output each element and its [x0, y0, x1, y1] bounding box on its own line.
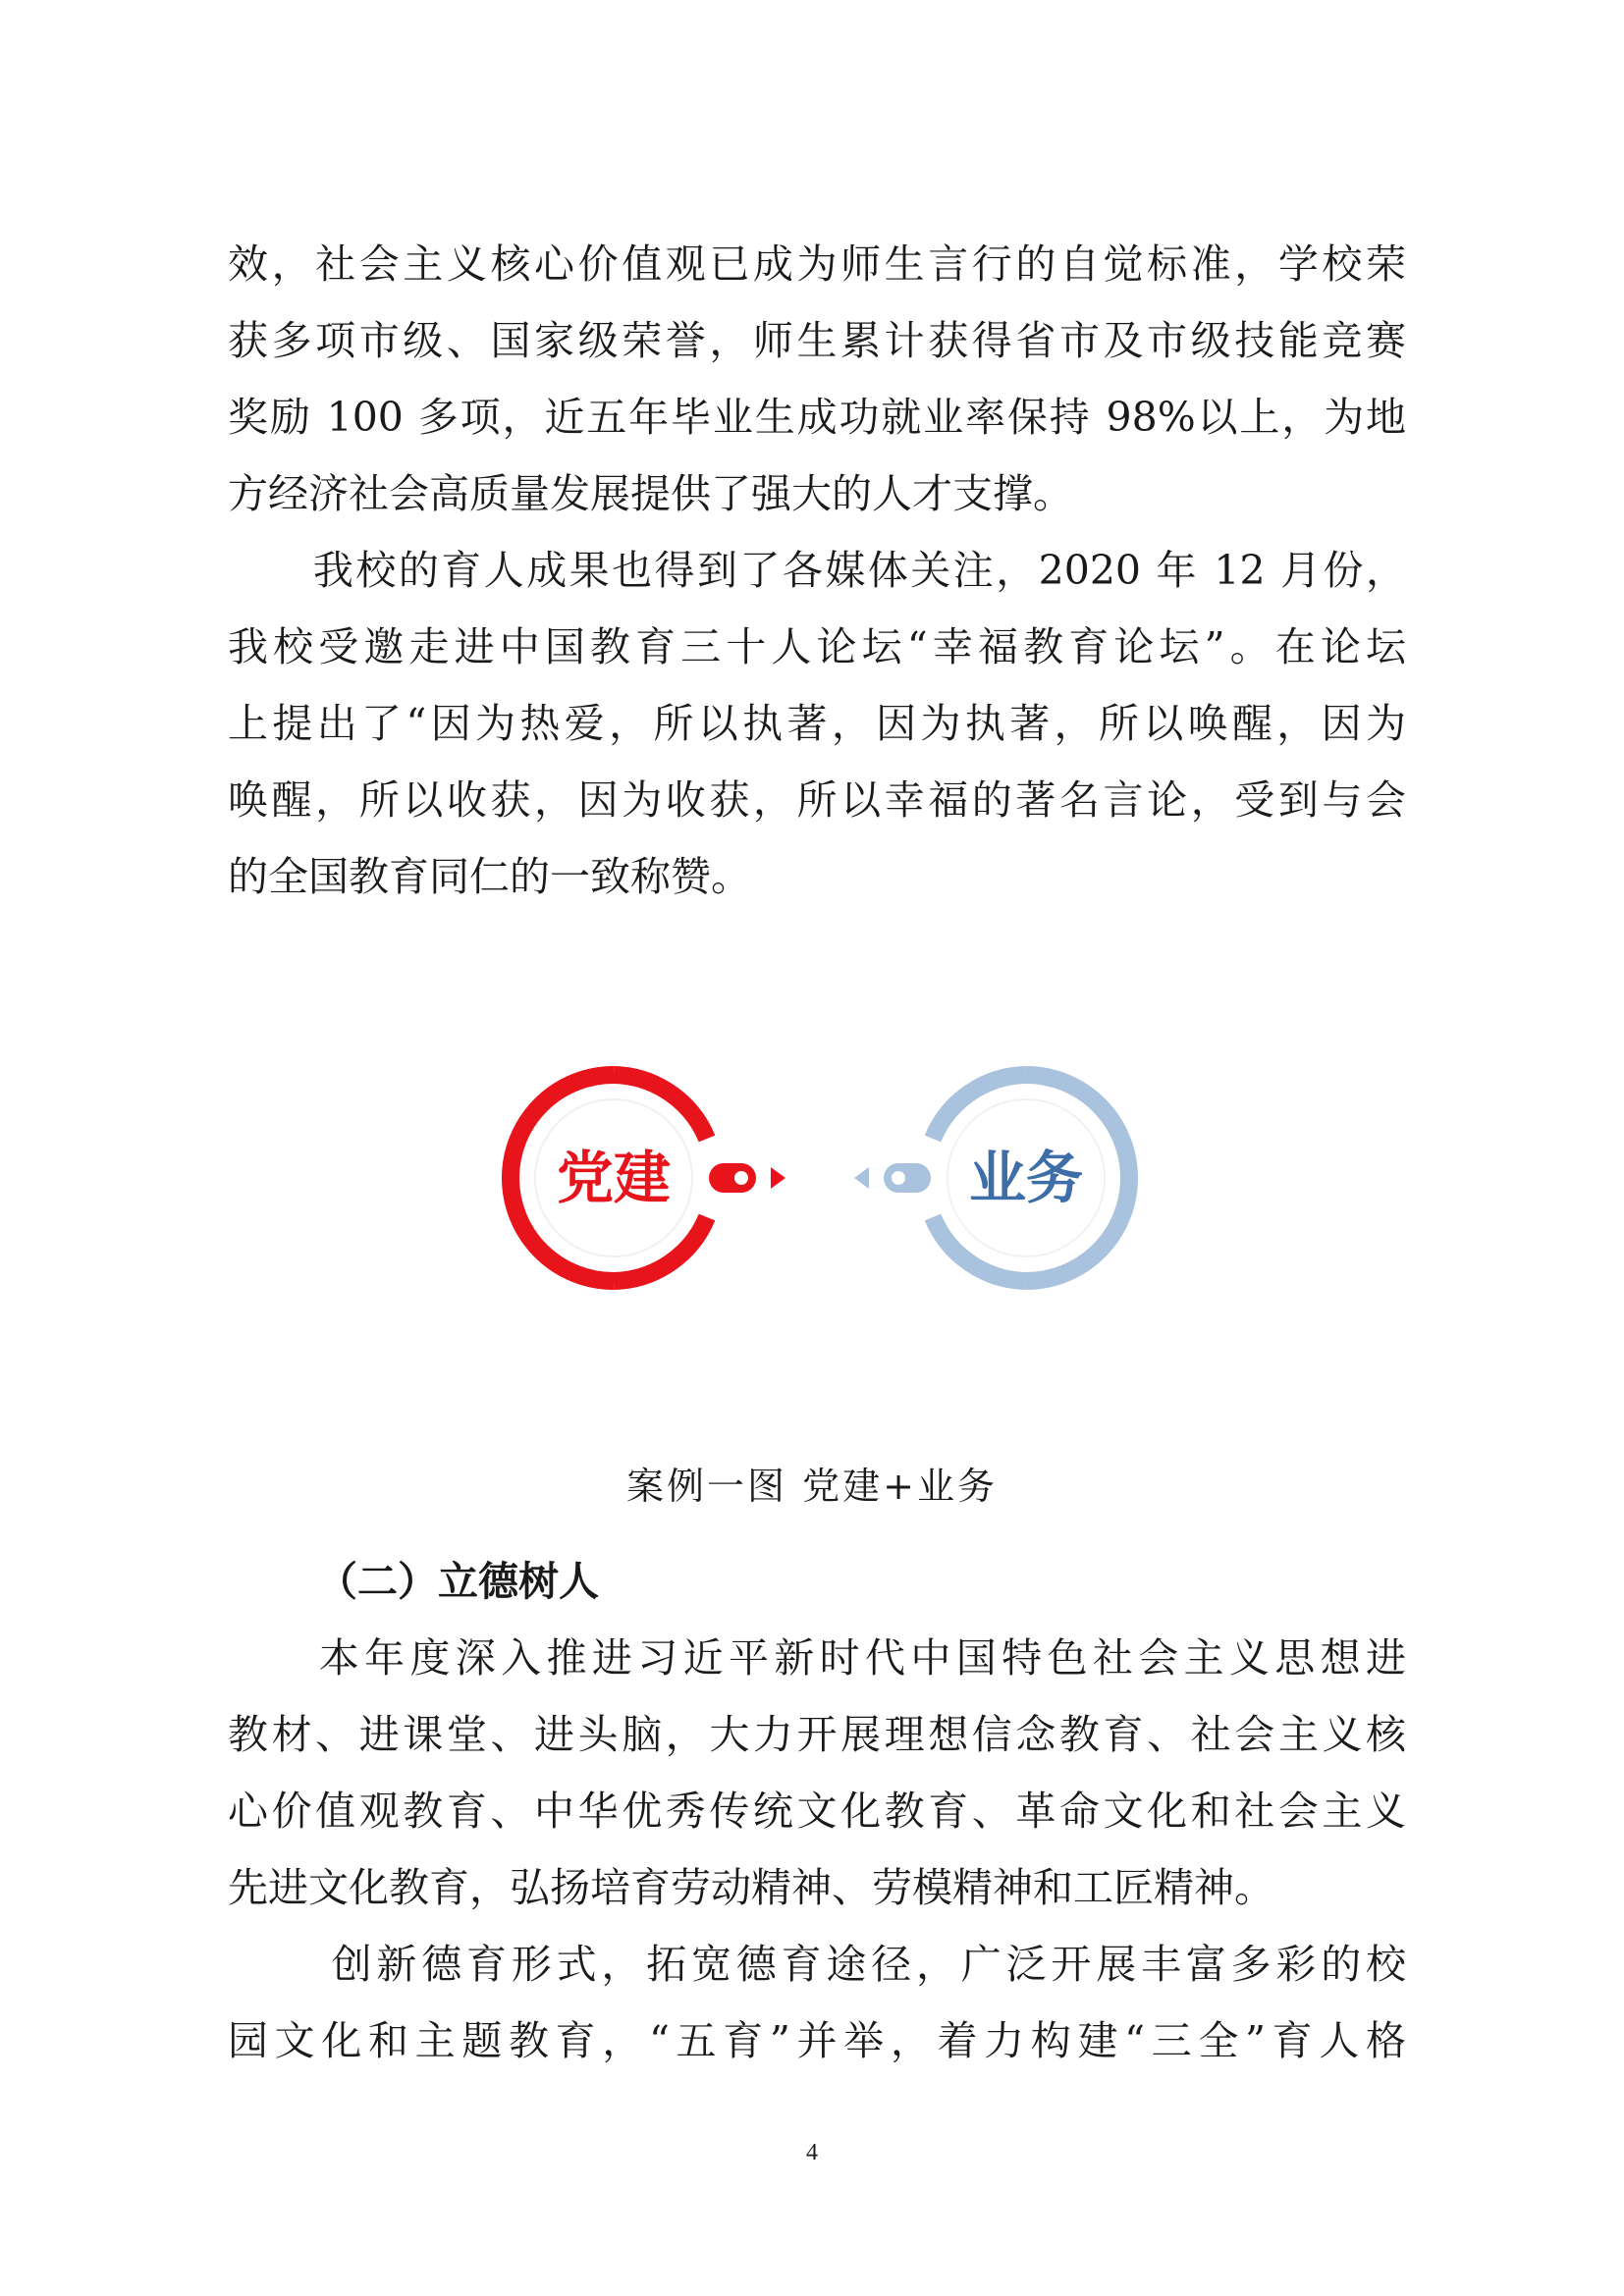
right-connector-hole — [892, 1171, 905, 1185]
paragraph-line: 方经济社会高质量发展提供了强大的人才支撑。 — [228, 470, 1073, 517]
paragraph-line: 唤醒，所以收获，因为收获，所以幸福的著名言论，受到与会 — [228, 776, 1406, 824]
left-connector — [709, 1163, 756, 1193]
right-arrow-icon — [854, 1167, 869, 1189]
paragraph-line: 我校受邀走进中国教育三十人论坛“幸福教育论坛”。在论坛 — [228, 623, 1406, 670]
section-heading: （二）立德树人 — [317, 1558, 599, 1605]
paragraph-line: 上提出了“因为热爱，所以执著，因为执著，所以唤醒，因为 — [228, 700, 1406, 747]
paragraph-line: 获多项市级、国家级荣誉，师生累计获得省市及市级技能竞赛 — [228, 317, 1406, 364]
paragraph-line: 创新德育形式，拓宽德育途径，广泛开展丰富多彩的校 — [242, 1941, 1406, 1988]
paragraph-line: 效，社会主义核心价值观已成为师生言行的自觉标准，学校荣 — [228, 240, 1406, 288]
paragraph-achievements — [228, 226, 1406, 532]
left-arrow-icon — [771, 1167, 785, 1189]
party-building-business-figure — [491, 1055, 1159, 1301]
paragraph-line: 本年度深入推进习近平新时代中国特色社会主义思想进 — [228, 1634, 1406, 1682]
paragraph-line: 的全国教育同仁的一致称赞。 — [228, 853, 751, 900]
paragraph-ideology-education — [228, 1620, 1406, 1926]
paragraph-media-attention — [228, 532, 1406, 915]
paragraph-moral-education — [228, 1926, 1406, 2079]
page-number: 4 — [806, 2140, 818, 2165]
figure-caption: 案例一图 党建+业务 — [626, 1465, 998, 1508]
left-label: 党建 — [556, 1145, 672, 1211]
right-label: 业务 — [968, 1145, 1084, 1211]
paragraph-line: 教材、进课堂、进头脑，大力开展理想信念教育、社会主义核 — [228, 1711, 1406, 1758]
right-connector — [884, 1163, 931, 1193]
figure-graphic — [491, 1055, 1159, 1301]
paragraph-line: 奖励 100 多项，近五年毕业生成功就业率保持 98%以上，为地 — [228, 394, 1406, 441]
paragraph-line: 先进文化教育，弘扬培育劳动精神、劳模精神和工匠精神。 — [228, 1864, 1274, 1911]
paragraph-line: 心价值观教育、中华优秀传统文化教育、革命文化和社会主义 — [228, 1788, 1406, 1835]
paragraph-line: 我校的育人成果也得到了各媒体关注，2020 年 12 月份， — [228, 547, 1406, 594]
paragraph-line: 园文化和主题教育，“五育”并举，着力构建“三全”育人格 — [228, 2017, 1406, 2064]
left-connector-hole — [734, 1171, 748, 1185]
